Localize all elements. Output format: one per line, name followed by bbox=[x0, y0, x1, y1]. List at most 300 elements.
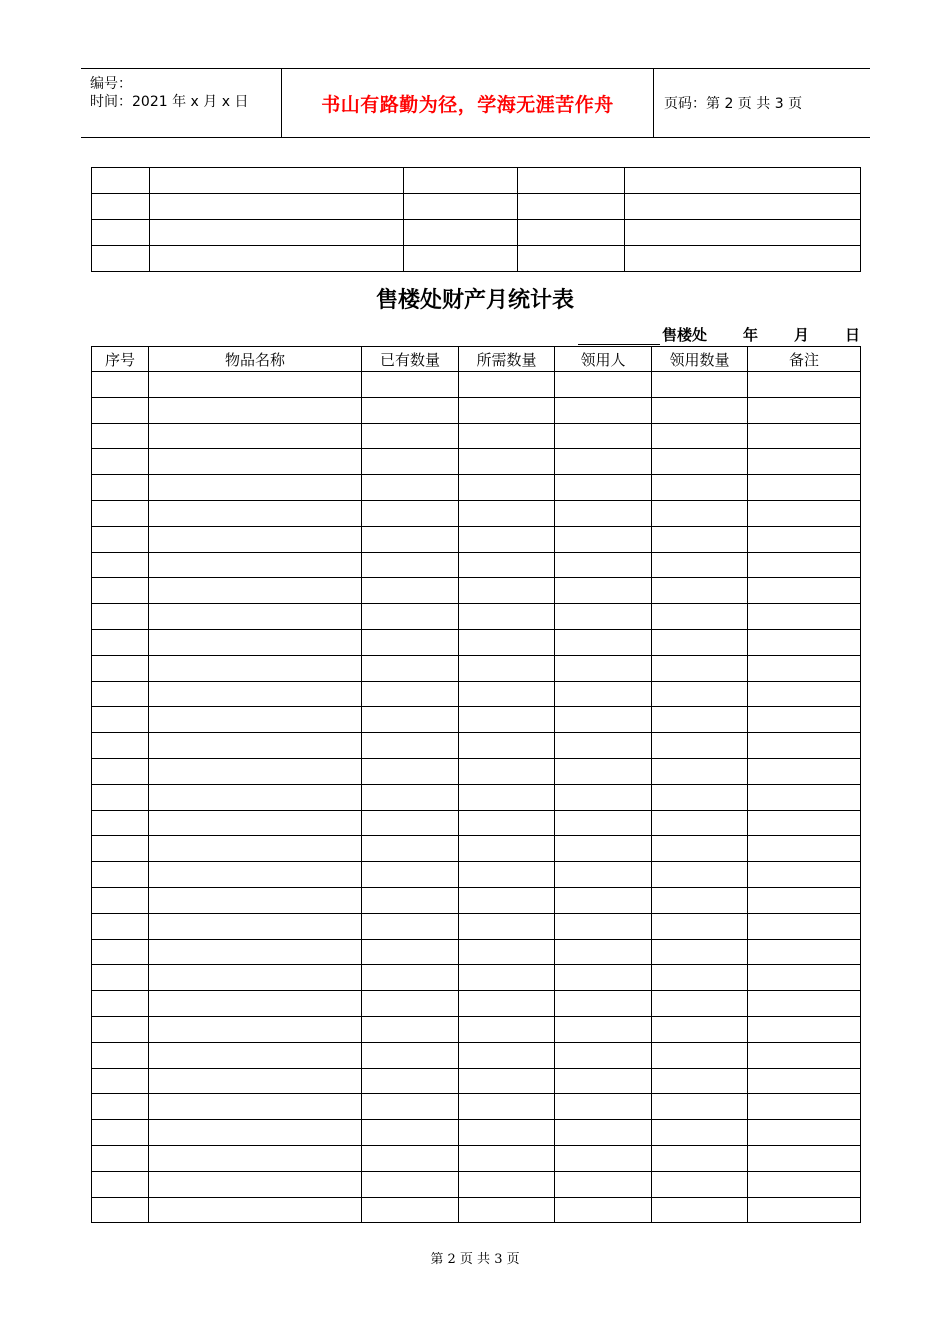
table-cell[interactable] bbox=[149, 991, 362, 1017]
table-cell[interactable] bbox=[555, 887, 652, 913]
table-cell[interactable] bbox=[149, 784, 362, 810]
table-cell[interactable] bbox=[748, 1016, 861, 1042]
table-cell[interactable] bbox=[652, 707, 748, 733]
table-cell[interactable] bbox=[459, 629, 555, 655]
table-row bbox=[92, 939, 861, 965]
table-cell[interactable] bbox=[92, 681, 149, 707]
table-cell[interactable] bbox=[652, 991, 748, 1017]
table-cell[interactable] bbox=[748, 913, 861, 939]
table-row bbox=[92, 681, 861, 707]
table-cell[interactable] bbox=[149, 604, 362, 630]
table-cell[interactable] bbox=[92, 1068, 149, 1094]
table-cell[interactable] bbox=[459, 655, 555, 681]
page-number-label: 页码：第 2 页 共 3 页 bbox=[664, 96, 803, 112]
table-cell[interactable] bbox=[459, 397, 555, 423]
table-cell[interactable] bbox=[555, 991, 652, 1017]
table-cell[interactable] bbox=[362, 810, 459, 836]
table-cell[interactable] bbox=[149, 423, 362, 449]
table-cell[interactable] bbox=[362, 758, 459, 784]
table-cell[interactable] bbox=[362, 372, 459, 398]
table-cell[interactable] bbox=[362, 887, 459, 913]
table-cell[interactable] bbox=[652, 423, 748, 449]
table-cell[interactable] bbox=[518, 168, 625, 194]
table-cell[interactable] bbox=[459, 784, 555, 810]
table-cell[interactable] bbox=[748, 526, 861, 552]
table-cell[interactable] bbox=[362, 939, 459, 965]
table-cell[interactable] bbox=[92, 965, 149, 991]
table-cell[interactable] bbox=[652, 397, 748, 423]
column-header-index: 序号 bbox=[92, 347, 149, 372]
table-cell[interactable] bbox=[625, 194, 861, 220]
table-cell[interactable] bbox=[362, 913, 459, 939]
table-cell[interactable] bbox=[555, 629, 652, 655]
table-row bbox=[92, 1068, 861, 1094]
table-cell[interactable] bbox=[92, 862, 149, 888]
table-cell[interactable] bbox=[555, 939, 652, 965]
month-label: 月 bbox=[793, 326, 809, 344]
table-row bbox=[92, 1197, 861, 1223]
table-cell[interactable] bbox=[555, 397, 652, 423]
table-cell[interactable] bbox=[748, 604, 861, 630]
table-cell[interactable] bbox=[748, 552, 861, 578]
table-cell[interactable] bbox=[748, 836, 861, 862]
table-cell[interactable] bbox=[150, 220, 404, 246]
year-label: 年 bbox=[742, 326, 758, 344]
table-cell[interactable] bbox=[748, 423, 861, 449]
table-row bbox=[92, 629, 861, 655]
table-cell[interactable] bbox=[149, 629, 362, 655]
table-cell[interactable] bbox=[748, 449, 861, 475]
table-cell[interactable] bbox=[92, 1016, 149, 1042]
table-cell[interactable] bbox=[362, 1145, 459, 1171]
table-cell[interactable] bbox=[149, 655, 362, 681]
table-cell[interactable] bbox=[748, 810, 861, 836]
table-cell[interactable] bbox=[92, 500, 149, 526]
table-header-row bbox=[92, 347, 861, 372]
table-cell[interactable] bbox=[149, 1068, 362, 1094]
table-cell[interactable] bbox=[149, 733, 362, 759]
day-label: 日 bbox=[844, 326, 860, 344]
table-cell[interactable] bbox=[149, 862, 362, 888]
table-cell[interactable] bbox=[92, 758, 149, 784]
table-cell[interactable] bbox=[362, 578, 459, 604]
table-cell[interactable] bbox=[362, 1197, 459, 1223]
table-cell[interactable] bbox=[92, 836, 149, 862]
table-cell[interactable] bbox=[92, 887, 149, 913]
table-cell[interactable] bbox=[404, 246, 518, 272]
table-cell[interactable] bbox=[92, 1094, 149, 1120]
table-cell[interactable] bbox=[555, 836, 652, 862]
column-header-issued-qty: 领用数量 bbox=[652, 347, 748, 372]
table-cell[interactable] bbox=[149, 1171, 362, 1197]
table-cell[interactable] bbox=[748, 784, 861, 810]
table-cell[interactable] bbox=[149, 681, 362, 707]
table-cell[interactable] bbox=[748, 991, 861, 1017]
table-cell[interactable] bbox=[362, 655, 459, 681]
column-header-required-qty: 所需数量 bbox=[459, 347, 555, 372]
table-cell[interactable] bbox=[748, 1094, 861, 1120]
table-cell[interactable] bbox=[92, 552, 149, 578]
table-cell[interactable] bbox=[459, 1068, 555, 1094]
table-cell[interactable] bbox=[555, 423, 652, 449]
table-cell[interactable] bbox=[92, 397, 149, 423]
table-cell[interactable] bbox=[748, 681, 861, 707]
table-row bbox=[92, 475, 861, 501]
table-cell[interactable] bbox=[652, 1068, 748, 1094]
table-row bbox=[92, 1094, 861, 1120]
table-cell[interactable] bbox=[362, 1016, 459, 1042]
table-cell[interactable] bbox=[625, 168, 861, 194]
table-cell[interactable] bbox=[748, 372, 861, 398]
table-cell[interactable] bbox=[92, 1197, 149, 1223]
table-row bbox=[92, 991, 861, 1017]
table-cell[interactable] bbox=[149, 939, 362, 965]
table-cell[interactable] bbox=[555, 681, 652, 707]
table-cell[interactable] bbox=[555, 965, 652, 991]
table-cell[interactable] bbox=[555, 707, 652, 733]
column-header-item-name: 物品名称 bbox=[149, 347, 362, 372]
table-cell[interactable] bbox=[459, 1016, 555, 1042]
table-cell[interactable] bbox=[459, 1171, 555, 1197]
table-cell[interactable] bbox=[652, 526, 748, 552]
table-row bbox=[92, 397, 861, 423]
table-cell[interactable] bbox=[362, 1042, 459, 1068]
table-cell[interactable] bbox=[555, 1171, 652, 1197]
table-row bbox=[92, 423, 861, 449]
table-cell[interactable] bbox=[149, 552, 362, 578]
table-cell[interactable] bbox=[362, 423, 459, 449]
table-cell[interactable] bbox=[362, 862, 459, 888]
table-cell[interactable] bbox=[748, 939, 861, 965]
table-cell[interactable] bbox=[459, 552, 555, 578]
table-cell[interactable] bbox=[149, 1197, 362, 1223]
table-cell[interactable] bbox=[652, 784, 748, 810]
table-cell[interactable] bbox=[362, 475, 459, 501]
table-row bbox=[92, 707, 861, 733]
table-cell[interactable] bbox=[362, 681, 459, 707]
table-cell[interactable] bbox=[748, 887, 861, 913]
table-cell[interactable] bbox=[459, 965, 555, 991]
table-cell[interactable] bbox=[149, 887, 362, 913]
table-cell[interactable] bbox=[518, 194, 625, 220]
table-cell[interactable] bbox=[459, 526, 555, 552]
table-cell[interactable] bbox=[518, 220, 625, 246]
table-cell[interactable] bbox=[92, 810, 149, 836]
table-cell[interactable] bbox=[652, 500, 748, 526]
table-cell[interactable] bbox=[555, 475, 652, 501]
table-cell[interactable] bbox=[362, 552, 459, 578]
table-cell[interactable] bbox=[625, 246, 861, 272]
table-cell[interactable] bbox=[555, 526, 652, 552]
table-cell[interactable] bbox=[555, 372, 652, 398]
table-cell[interactable] bbox=[92, 526, 149, 552]
table-cell[interactable] bbox=[652, 810, 748, 836]
table-cell[interactable] bbox=[149, 526, 362, 552]
table-cell[interactable] bbox=[748, 733, 861, 759]
table-cell[interactable] bbox=[652, 1120, 748, 1146]
table-cell[interactable] bbox=[555, 913, 652, 939]
office-blank[interactable] bbox=[578, 328, 660, 345]
number-label: 编号： bbox=[90, 76, 132, 92]
office-label: 售楼处 bbox=[661, 326, 707, 344]
table-cell[interactable] bbox=[362, 733, 459, 759]
table-cell[interactable] bbox=[92, 475, 149, 501]
table-cell[interactable] bbox=[92, 1145, 149, 1171]
table-cell[interactable] bbox=[459, 604, 555, 630]
table-cell[interactable] bbox=[459, 758, 555, 784]
table-cell[interactable] bbox=[652, 629, 748, 655]
time-label: 时间：2021 年 x 月 x 日 bbox=[90, 94, 249, 110]
table-cell[interactable] bbox=[748, 1042, 861, 1068]
table-cell[interactable] bbox=[404, 168, 518, 194]
table-cell[interactable] bbox=[748, 1171, 861, 1197]
table-cell[interactable] bbox=[652, 1145, 748, 1171]
table-cell[interactable] bbox=[92, 733, 149, 759]
table-row bbox=[92, 913, 861, 939]
table-row bbox=[92, 220, 861, 246]
table-cell[interactable] bbox=[555, 733, 652, 759]
table-row bbox=[92, 194, 861, 220]
table-cell[interactable] bbox=[149, 913, 362, 939]
table-cell[interactable] bbox=[149, 578, 362, 604]
table-cell[interactable] bbox=[748, 707, 861, 733]
table-cell[interactable] bbox=[748, 758, 861, 784]
table-cell[interactable] bbox=[362, 784, 459, 810]
table-cell[interactable] bbox=[150, 168, 404, 194]
column-header-existing-qty: 已有数量 bbox=[362, 347, 459, 372]
table-cell[interactable] bbox=[362, 991, 459, 1017]
table-cell[interactable] bbox=[652, 1042, 748, 1068]
table-cell[interactable] bbox=[362, 707, 459, 733]
table-cell[interactable] bbox=[652, 913, 748, 939]
table-cell[interactable] bbox=[652, 449, 748, 475]
table-cell[interactable] bbox=[555, 578, 652, 604]
table-cell[interactable] bbox=[92, 913, 149, 939]
table-cell[interactable] bbox=[555, 862, 652, 888]
table-cell[interactable] bbox=[92, 194, 150, 220]
table-cell[interactable] bbox=[92, 220, 150, 246]
table-cell[interactable] bbox=[652, 552, 748, 578]
table-cell[interactable] bbox=[555, 500, 652, 526]
table-cell[interactable] bbox=[652, 604, 748, 630]
table-cell[interactable] bbox=[748, 578, 861, 604]
table-cell[interactable] bbox=[652, 887, 748, 913]
table-cell[interactable] bbox=[92, 1120, 149, 1146]
table-row bbox=[92, 526, 861, 552]
table-cell[interactable] bbox=[555, 604, 652, 630]
table-cell[interactable] bbox=[459, 1120, 555, 1146]
table-cell[interactable] bbox=[149, 449, 362, 475]
table-cell[interactable] bbox=[149, 1042, 362, 1068]
table-cell[interactable] bbox=[748, 655, 861, 681]
table-cell[interactable] bbox=[362, 1120, 459, 1146]
table-cell[interactable] bbox=[459, 939, 555, 965]
table-cell[interactable] bbox=[459, 733, 555, 759]
table-cell[interactable] bbox=[459, 1094, 555, 1120]
table-cell[interactable] bbox=[362, 629, 459, 655]
table-cell[interactable] bbox=[362, 397, 459, 423]
table-cell[interactable] bbox=[92, 372, 149, 398]
table-cell[interactable] bbox=[459, 810, 555, 836]
table-cell[interactable] bbox=[652, 733, 748, 759]
table-row bbox=[92, 1042, 861, 1068]
table-cell[interactable] bbox=[748, 965, 861, 991]
table-cell[interactable] bbox=[149, 1094, 362, 1120]
table-cell[interactable] bbox=[652, 475, 748, 501]
table-cell[interactable] bbox=[92, 604, 149, 630]
table-cell[interactable] bbox=[150, 194, 404, 220]
table-cell[interactable] bbox=[459, 887, 555, 913]
table-cell[interactable] bbox=[92, 784, 149, 810]
table-cell[interactable] bbox=[459, 578, 555, 604]
table-cell[interactable] bbox=[748, 397, 861, 423]
table-cell[interactable] bbox=[149, 475, 362, 501]
table-cell[interactable] bbox=[555, 758, 652, 784]
header-meta bbox=[81, 69, 282, 137]
table-cell[interactable] bbox=[459, 836, 555, 862]
table-cell[interactable] bbox=[92, 707, 149, 733]
table-row bbox=[92, 836, 861, 862]
table-cell[interactable] bbox=[555, 784, 652, 810]
table-cell[interactable] bbox=[748, 1197, 861, 1223]
table-cell[interactable] bbox=[652, 655, 748, 681]
table-cell[interactable] bbox=[362, 965, 459, 991]
table-row bbox=[92, 246, 861, 272]
table-cell[interactable] bbox=[459, 475, 555, 501]
table-cell[interactable] bbox=[459, 1145, 555, 1171]
table-cell[interactable] bbox=[92, 1171, 149, 1197]
table-cell[interactable] bbox=[362, 1094, 459, 1120]
table-row bbox=[92, 862, 861, 888]
table-cell[interactable] bbox=[555, 1016, 652, 1042]
table-cell[interactable] bbox=[92, 423, 149, 449]
table-cell[interactable] bbox=[652, 372, 748, 398]
table-cell[interactable] bbox=[555, 1197, 652, 1223]
table-cell[interactable] bbox=[149, 836, 362, 862]
table-row bbox=[92, 1120, 861, 1146]
table-cell[interactable] bbox=[92, 655, 149, 681]
table-row bbox=[92, 578, 861, 604]
table-cell[interactable] bbox=[459, 913, 555, 939]
page-header bbox=[81, 68, 870, 138]
table-cell[interactable] bbox=[748, 629, 861, 655]
table-row bbox=[92, 168, 861, 194]
table-cell[interactable] bbox=[404, 194, 518, 220]
table-cell[interactable] bbox=[652, 836, 748, 862]
table-cell[interactable] bbox=[652, 578, 748, 604]
table-cell[interactable] bbox=[748, 1068, 861, 1094]
table-cell[interactable] bbox=[149, 397, 362, 423]
table-cell[interactable] bbox=[149, 1145, 362, 1171]
table-cell[interactable] bbox=[149, 965, 362, 991]
table-cell[interactable] bbox=[149, 707, 362, 733]
table-cell[interactable] bbox=[362, 1171, 459, 1197]
table-cell[interactable] bbox=[555, 449, 652, 475]
table-row bbox=[92, 784, 861, 810]
table-cell[interactable] bbox=[149, 372, 362, 398]
table-cell[interactable] bbox=[459, 423, 555, 449]
table-cell[interactable] bbox=[555, 1120, 652, 1146]
table-row bbox=[92, 500, 861, 526]
table-cell[interactable] bbox=[362, 526, 459, 552]
table-row bbox=[92, 449, 861, 475]
table-cell[interactable] bbox=[748, 475, 861, 501]
table-cell[interactable] bbox=[149, 1016, 362, 1042]
table-cell[interactable] bbox=[459, 707, 555, 733]
table-cell[interactable] bbox=[459, 862, 555, 888]
table-cell[interactable] bbox=[92, 246, 150, 272]
table-cell[interactable] bbox=[652, 862, 748, 888]
table-cell[interactable] bbox=[92, 168, 150, 194]
table-cell[interactable] bbox=[555, 1042, 652, 1068]
table-cell[interactable] bbox=[459, 1042, 555, 1068]
table-cell[interactable] bbox=[92, 1042, 149, 1068]
date-line bbox=[578, 324, 860, 345]
table-cell[interactable] bbox=[149, 500, 362, 526]
table-cell[interactable] bbox=[459, 991, 555, 1017]
table-cell[interactable] bbox=[555, 810, 652, 836]
table-cell[interactable] bbox=[459, 681, 555, 707]
table-cell[interactable] bbox=[362, 449, 459, 475]
table-cell[interactable] bbox=[555, 552, 652, 578]
table-cell[interactable] bbox=[518, 246, 625, 272]
table-cell[interactable] bbox=[362, 836, 459, 862]
property-statistics-table bbox=[91, 346, 861, 1223]
table-cell[interactable] bbox=[92, 629, 149, 655]
table-cell[interactable] bbox=[149, 810, 362, 836]
table-row bbox=[92, 604, 861, 630]
table-cell[interactable] bbox=[652, 758, 748, 784]
table-cell[interactable] bbox=[459, 372, 555, 398]
table-cell[interactable] bbox=[555, 1094, 652, 1120]
table-cell[interactable] bbox=[748, 500, 861, 526]
table-row bbox=[92, 372, 861, 398]
table-row bbox=[92, 655, 861, 681]
table-cell[interactable] bbox=[625, 220, 861, 246]
table-cell[interactable] bbox=[92, 449, 149, 475]
table-cell[interactable] bbox=[748, 1120, 861, 1146]
table-cell[interactable] bbox=[459, 500, 555, 526]
table-cell[interactable] bbox=[652, 1094, 748, 1120]
table-cell[interactable] bbox=[149, 1120, 362, 1146]
table-cell[interactable] bbox=[652, 965, 748, 991]
table-cell[interactable] bbox=[555, 1068, 652, 1094]
table-cell[interactable] bbox=[362, 1068, 459, 1094]
table-row bbox=[92, 965, 861, 991]
page-footer: 第 2 页 共 3 页 bbox=[430, 1252, 520, 1267]
table-cell[interactable] bbox=[555, 1145, 652, 1171]
table-cell[interactable] bbox=[459, 1197, 555, 1223]
table-cell[interactable] bbox=[748, 1145, 861, 1171]
table-cell[interactable] bbox=[555, 655, 652, 681]
table-cell[interactable] bbox=[652, 1171, 748, 1197]
table-cell[interactable] bbox=[150, 246, 404, 272]
table-cell[interactable] bbox=[149, 758, 362, 784]
table-cell[interactable] bbox=[92, 578, 149, 604]
table-cell[interactable] bbox=[459, 449, 555, 475]
table-cell[interactable] bbox=[652, 1197, 748, 1223]
table-cell[interactable] bbox=[652, 681, 748, 707]
table-cell[interactable] bbox=[748, 862, 861, 888]
table-cell[interactable] bbox=[92, 991, 149, 1017]
table-cell[interactable] bbox=[652, 1016, 748, 1042]
table-cell[interactable] bbox=[92, 939, 149, 965]
column-header-remarks: 备注 bbox=[748, 347, 861, 372]
table-cell[interactable] bbox=[362, 500, 459, 526]
table-cell[interactable] bbox=[362, 604, 459, 630]
table-cell[interactable] bbox=[404, 220, 518, 246]
table-cell[interactable] bbox=[652, 939, 748, 965]
